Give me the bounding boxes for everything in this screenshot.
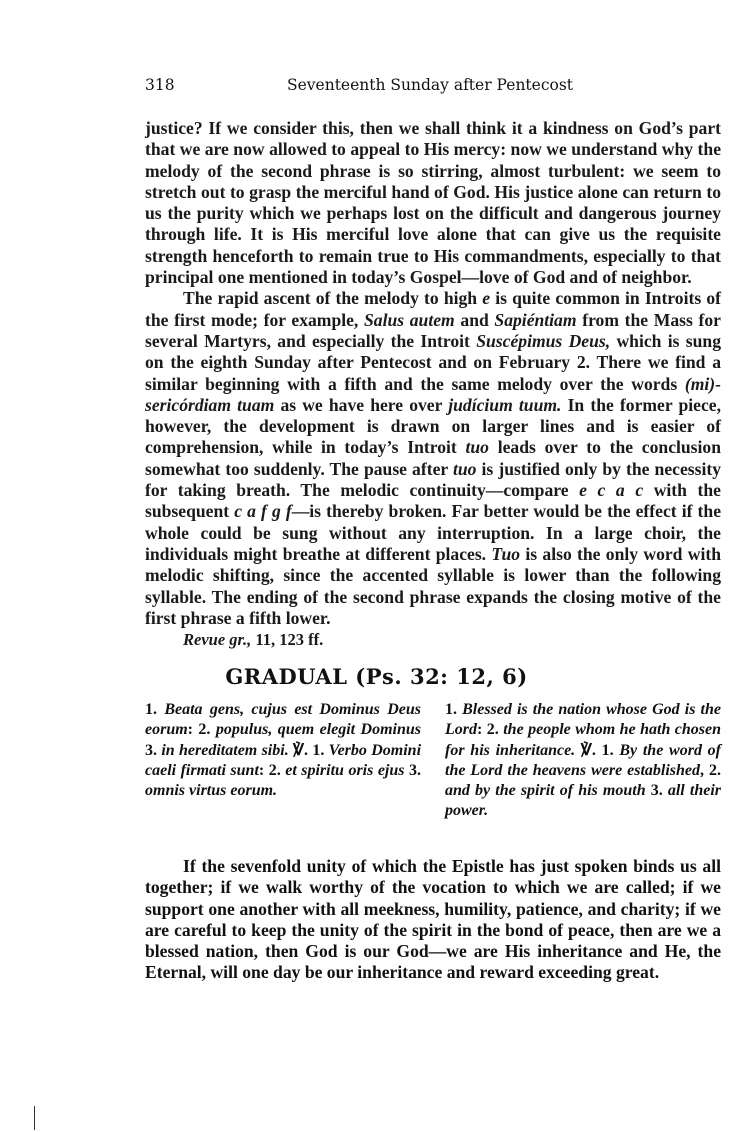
italic-run: judícium tuum.	[448, 394, 562, 415]
italic-run: Salus autem	[364, 309, 455, 330]
citation-ref: 11, 123 ff.	[251, 630, 324, 650]
text-run: —is thereby broken. Far better would be the effect if the whole could be sung without any interruption. In a large choir, the individuals might breathe at different places.	[145, 501, 722, 564]
italic-run: Blessed is the nation whose God is the Lord	[445, 701, 721, 739]
italic-run: et spiritu oris ejus	[285, 761, 405, 779]
text-run: 3.	[145, 741, 162, 759]
paragraph-1: justice? If we consider this, then we shall think it a kindness on God’s part that we are now allowed to appeal to His mercy: now we understand why the melody of the second phrase is so stirring, almost turbulent: we seem to stretch out to grasp the merciful hand of God. His justice alone can return to us the purity which we perhaps lost on the difficult and dangerous journey through life. It is His merciful love alone that can give us the requisite strength henceforth to remain true to His commandments, especially to that principal one mentioned in today’s Gospel—love of God and of neighbor.	[145, 118, 721, 288]
text-run: ℣. 1.	[288, 741, 329, 759]
italic-run: Verbo Domini caeli firmati sunt	[145, 741, 422, 779]
text-run: from the Mass for several Martyrs, and especially the Introit	[145, 309, 721, 351]
text-run: is quite common in Introits of the first mode; for example,	[145, 288, 721, 330]
italic-run: tuo	[465, 437, 489, 458]
gradual-heading: GRADUAL (Ps. 32: 12, 6)	[225, 664, 528, 689]
italic-run: in hereditatem sibi.	[161, 741, 289, 759]
citation	[145, 629, 721, 650]
italic-run: populus, quem elegit Dominus	[215, 721, 422, 739]
text-run: 1.	[145, 701, 165, 718]
italic-run: (mi)-sericórdiam tuam	[145, 373, 721, 415]
text-run: which is sung on the eighth Sunday after Pentecost and on February 2. There we find a similar beginning with a fifth and the same melody over the words	[145, 330, 722, 394]
text-run: is justified only by the necessity for taking breath. The melodic continuity—compare	[145, 458, 721, 501]
text-run: : 2.	[258, 761, 286, 779]
italic-run: omnis virtus eorum.	[145, 782, 278, 800]
italic-run: Beata gens, cujus est Dominus Deus eorum	[145, 701, 421, 739]
gradual-english-text	[445, 700, 721, 822]
margin-mark	[34, 1106, 35, 1130]
italic-run: Suscépimus Deus,	[476, 330, 611, 351]
italic-run: all their power.	[445, 782, 721, 820]
text-run: The rapid ascent of the melody to high	[183, 288, 483, 309]
text-run: 3.	[645, 782, 668, 800]
italic-run: the people whom he hath chosen for his inheritance.	[445, 721, 722, 759]
text-run: is also the only word with melodic shifting, since the accented syllable is lower than the following syllable. The ending of the second phrase expands the closing motive of the first phrase a fifth lower.	[145, 543, 721, 628]
text-run: 3.	[404, 761, 422, 779]
page-header	[145, 76, 721, 98]
page-number: 318	[145, 76, 175, 94]
closing-text	[145, 856, 721, 984]
italic-run: Sapiéntiam	[494, 309, 577, 330]
italic-run: Tuo	[491, 543, 521, 564]
italic-run: By the word of the Lord the heavens were established	[445, 741, 722, 779]
text-run: : 2.	[477, 721, 504, 739]
closing-paragraph: If the sevenfold unity of which the Epistle has just spoken binds us all together; if we walk worthy of the vocation to which we are called; if we support one another with all meekness, humility, patience, and charity; if we are careful to keep the unity of the spirit in the bond of peace, then are we a blessed nation, then God is our God—we are His inheritance and He, the Eternal, will one day be our inheritance and reward exceeding great.	[145, 856, 721, 983]
gradual-latin-text	[145, 700, 421, 801]
text-run: with the subsequent	[145, 480, 721, 522]
paragraph-2	[145, 288, 721, 629]
italic-run: e	[482, 288, 491, 309]
text-run: and	[454, 309, 495, 330]
text-run: as we have here over	[274, 394, 449, 415]
text-run: 1.	[445, 701, 463, 718]
main-text	[145, 118, 721, 650]
italic-run: tuo	[452, 458, 477, 479]
citation-source: Revue gr.,	[183, 630, 252, 650]
text-run: , 2.	[700, 761, 721, 779]
text-run: In the former piece, however, the development is drawn on larger lines and is easier of comprehension, while in today’s Introit	[145, 394, 721, 458]
text-run: : 2.	[187, 721, 216, 739]
running-title: Seventeenth Sunday after Pentecost	[287, 76, 574, 94]
text-run: ℣. 1.	[575, 741, 620, 759]
italic-run: e c a c	[579, 480, 644, 501]
italic-run: c a f g f	[234, 501, 292, 522]
text-run: leads over to the conclusion somewhat too suddenly. The pause after	[145, 437, 721, 479]
italic-run: and by the spirit of his mouth	[445, 782, 646, 800]
